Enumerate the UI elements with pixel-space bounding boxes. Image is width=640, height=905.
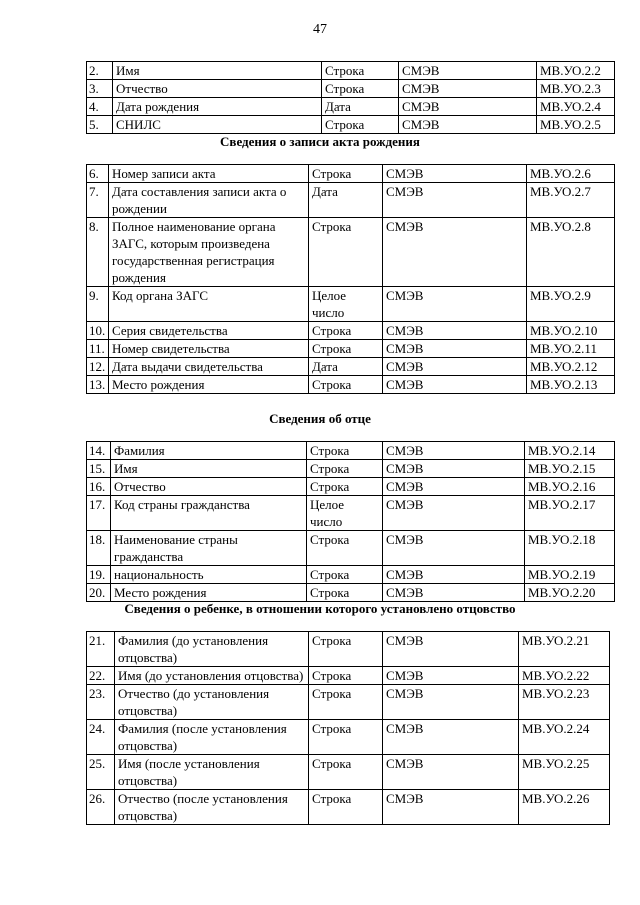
- field-code-cell: МВ.УО.2.7: [527, 183, 615, 218]
- table-row: [87, 116, 615, 134]
- field-name-cell: Дата составления записи акта о рождении: [109, 183, 309, 218]
- table-row: [87, 755, 610, 790]
- table-body: [87, 165, 615, 394]
- data-source-cell: СМЭВ: [383, 183, 527, 218]
- table-row: [87, 584, 615, 602]
- child-info-table: [86, 631, 610, 825]
- field-name-cell: Фамилия (до установления отцовства): [115, 632, 309, 667]
- field-name-cell: Имя: [113, 62, 322, 80]
- data-type-cell: Строка: [309, 376, 383, 394]
- data-source-cell: СМЭВ: [383, 566, 525, 584]
- personal-data-table: [86, 61, 615, 134]
- data-source-cell: СМЭВ: [383, 790, 519, 825]
- table-row: [87, 340, 615, 358]
- data-source-cell: СМЭВ: [383, 442, 525, 460]
- row-number-cell: 19.: [87, 566, 111, 584]
- data-source-cell: СМЭВ: [383, 720, 519, 755]
- data-type-cell: Строка: [309, 165, 383, 183]
- field-code-cell: МВ.УО.2.16: [525, 478, 615, 496]
- field-name-cell: Номер записи акта: [109, 165, 309, 183]
- data-type-cell: Строка: [322, 116, 399, 134]
- field-code-cell: МВ.УО.2.2: [537, 62, 615, 80]
- page-number: 47: [313, 22, 327, 37]
- row-number-cell: 10.: [87, 322, 109, 340]
- table-row: [87, 183, 615, 218]
- row-number-cell: 6.: [87, 165, 109, 183]
- section-heading-birth-record: Сведения о записи акта рождения: [220, 134, 420, 149]
- field-name-cell: Имя: [111, 460, 307, 478]
- data-source-cell: СМЭВ: [399, 98, 537, 116]
- field-name-cell: Номер свидетельства: [109, 340, 309, 358]
- field-code-cell: МВ.УО.2.4: [537, 98, 615, 116]
- table-body: [87, 632, 610, 825]
- field-name-cell: Наименование страны гражданства: [111, 531, 307, 566]
- data-type-cell: Строка: [307, 460, 383, 478]
- table-row: [87, 566, 615, 584]
- row-number-cell: 22.: [87, 667, 115, 685]
- field-code-cell: МВ.УО.2.10: [527, 322, 615, 340]
- row-number-cell: 16.: [87, 478, 111, 496]
- field-code-cell: МВ.УО.2.14: [525, 442, 615, 460]
- field-code-cell: МВ.УО.2.18: [525, 531, 615, 566]
- field-name-cell: Дата выдачи свидетельства: [109, 358, 309, 376]
- field-code-cell: МВ.УО.2.25: [519, 755, 610, 790]
- field-name-cell: Серия свидетельства: [109, 322, 309, 340]
- row-number-cell: 15.: [87, 460, 111, 478]
- data-source-cell: СМЭВ: [383, 322, 527, 340]
- data-type-cell: Дата: [322, 98, 399, 116]
- field-code-cell: МВ.УО.2.12: [527, 358, 615, 376]
- table-row: [87, 667, 610, 685]
- data-source-cell: СМЭВ: [399, 80, 537, 98]
- data-type-cell: Строка: [309, 685, 383, 720]
- table-row: [87, 442, 615, 460]
- field-name-cell: Фамилия: [111, 442, 307, 460]
- data-type-cell: Строка: [307, 478, 383, 496]
- row-number-cell: 3.: [87, 80, 113, 98]
- data-source-cell: СМЭВ: [383, 358, 527, 376]
- data-type-cell: Строка: [309, 218, 383, 287]
- data-source-cell: СМЭВ: [383, 218, 527, 287]
- field-code-cell: МВ.УО.2.8: [527, 218, 615, 287]
- field-name-cell: Место рождения: [111, 584, 307, 602]
- table-row: [87, 632, 610, 667]
- table-row: [87, 80, 615, 98]
- field-name-cell: национальность: [111, 566, 307, 584]
- data-type-cell: Строка: [307, 584, 383, 602]
- row-number-cell: 7.: [87, 183, 109, 218]
- row-number-cell: 20.: [87, 584, 111, 602]
- table-body: [87, 62, 615, 134]
- data-source-cell: СМЭВ: [383, 376, 527, 394]
- row-number-cell: 23.: [87, 685, 115, 720]
- row-number-cell: 9.: [87, 287, 109, 322]
- data-source-cell: СМЭВ: [383, 685, 519, 720]
- data-source-cell: СМЭВ: [399, 116, 537, 134]
- field-code-cell: МВ.УО.2.3: [537, 80, 615, 98]
- table-row: [87, 358, 615, 376]
- row-number-cell: 26.: [87, 790, 115, 825]
- data-source-cell: СМЭВ: [383, 340, 527, 358]
- data-type-cell: Целое число: [309, 287, 383, 322]
- table-row: [87, 790, 610, 825]
- data-source-cell: СМЭВ: [383, 165, 527, 183]
- field-name-cell: Код органа ЗАГС: [109, 287, 309, 322]
- row-number-cell: 14.: [87, 442, 111, 460]
- field-name-cell: Место рождения: [109, 376, 309, 394]
- field-name-cell: Отчество: [111, 478, 307, 496]
- data-type-cell: Строка: [309, 755, 383, 790]
- row-number-cell: 4.: [87, 98, 113, 116]
- field-code-cell: МВ.УО.2.5: [537, 116, 615, 134]
- field-code-cell: МВ.УО.2.11: [527, 340, 615, 358]
- table-row: [87, 218, 615, 287]
- field-name-cell: Отчество: [113, 80, 322, 98]
- data-source-cell: СМЭВ: [383, 667, 519, 685]
- data-source-cell: СМЭВ: [383, 287, 527, 322]
- data-type-cell: Строка: [307, 442, 383, 460]
- table-row: [87, 322, 615, 340]
- row-number-cell: 21.: [87, 632, 115, 667]
- data-source-cell: СМЭВ: [383, 755, 519, 790]
- table-row: [87, 685, 610, 720]
- field-name-cell: СНИЛС: [113, 116, 322, 134]
- field-name-cell: Отчество (после установления отцовства): [115, 790, 309, 825]
- table-row: [87, 165, 615, 183]
- data-type-cell: Строка: [309, 322, 383, 340]
- field-name-cell: Фамилия (после установления отцовства): [115, 720, 309, 755]
- data-type-cell: Дата: [309, 358, 383, 376]
- table-row: [87, 496, 615, 531]
- row-number-cell: 25.: [87, 755, 115, 790]
- field-code-cell: МВ.УО.2.15: [525, 460, 615, 478]
- field-code-cell: МВ.УО.2.21: [519, 632, 610, 667]
- data-type-cell: Дата: [309, 183, 383, 218]
- field-name-cell: Имя (после установления отцовства): [115, 755, 309, 790]
- field-name-cell: Отчество (до установления отцовства): [115, 685, 309, 720]
- data-source-cell: СМЭВ: [399, 62, 537, 80]
- field-code-cell: МВ.УО.2.22: [519, 667, 610, 685]
- data-type-cell: Строка: [309, 667, 383, 685]
- data-type-cell: Строка: [307, 531, 383, 566]
- field-code-cell: МВ.УО.2.23: [519, 685, 610, 720]
- row-number-cell: 13.: [87, 376, 109, 394]
- field-code-cell: МВ.УО.2.26: [519, 790, 610, 825]
- data-type-cell: Строка: [322, 80, 399, 98]
- field-code-cell: МВ.УО.2.19: [525, 566, 615, 584]
- data-type-cell: Строка: [309, 340, 383, 358]
- table-row: [87, 287, 615, 322]
- field-code-cell: МВ.УО.2.6: [527, 165, 615, 183]
- table-row: [87, 62, 615, 80]
- data-type-cell: Целое число: [307, 496, 383, 531]
- row-number-cell: 11.: [87, 340, 109, 358]
- row-number-cell: 18.: [87, 531, 111, 566]
- field-name-cell: Дата рождения: [113, 98, 322, 116]
- field-name-cell: Имя (до установления отцовства): [115, 667, 309, 685]
- data-source-cell: СМЭВ: [383, 584, 525, 602]
- data-type-cell: Строка: [309, 720, 383, 755]
- data-type-cell: Строка: [307, 566, 383, 584]
- data-type-cell: Строка: [309, 632, 383, 667]
- section-heading-father: Сведения об отце: [269, 411, 371, 426]
- row-number-cell: 17.: [87, 496, 111, 531]
- field-name-cell: Полное наименование органа ЗАГС, которым произведена государственная регистрация рождения: [109, 218, 309, 287]
- row-number-cell: 12.: [87, 358, 109, 376]
- table-body: [87, 442, 615, 602]
- birth-record-table: [86, 164, 615, 394]
- row-number-cell: 5.: [87, 116, 113, 134]
- section-heading-child: Сведения о ребенке, в отношении которого установлено отцовство: [124, 601, 516, 616]
- row-number-cell: 8.: [87, 218, 109, 287]
- data-source-cell: СМЭВ: [383, 632, 519, 667]
- table-row: [87, 531, 615, 566]
- table-row: [87, 376, 615, 394]
- field-code-cell: МВ.УО.2.9: [527, 287, 615, 322]
- field-code-cell: МВ.УО.2.20: [525, 584, 615, 602]
- data-source-cell: СМЭВ: [383, 460, 525, 478]
- data-type-cell: Строка: [309, 790, 383, 825]
- father-info-table: [86, 441, 615, 602]
- table-row: [87, 460, 615, 478]
- field-code-cell: МВ.УО.2.13: [527, 376, 615, 394]
- row-number-cell: 24.: [87, 720, 115, 755]
- field-code-cell: МВ.УО.2.17: [525, 496, 615, 531]
- data-type-cell: Строка: [322, 62, 399, 80]
- table-row: [87, 720, 610, 755]
- field-code-cell: МВ.УО.2.24: [519, 720, 610, 755]
- data-source-cell: СМЭВ: [383, 478, 525, 496]
- row-number-cell: 2.: [87, 62, 113, 80]
- data-source-cell: СМЭВ: [383, 496, 525, 531]
- field-name-cell: Код страны гражданства: [111, 496, 307, 531]
- table-row: [87, 98, 615, 116]
- table-row: [87, 478, 615, 496]
- data-source-cell: СМЭВ: [383, 531, 525, 566]
